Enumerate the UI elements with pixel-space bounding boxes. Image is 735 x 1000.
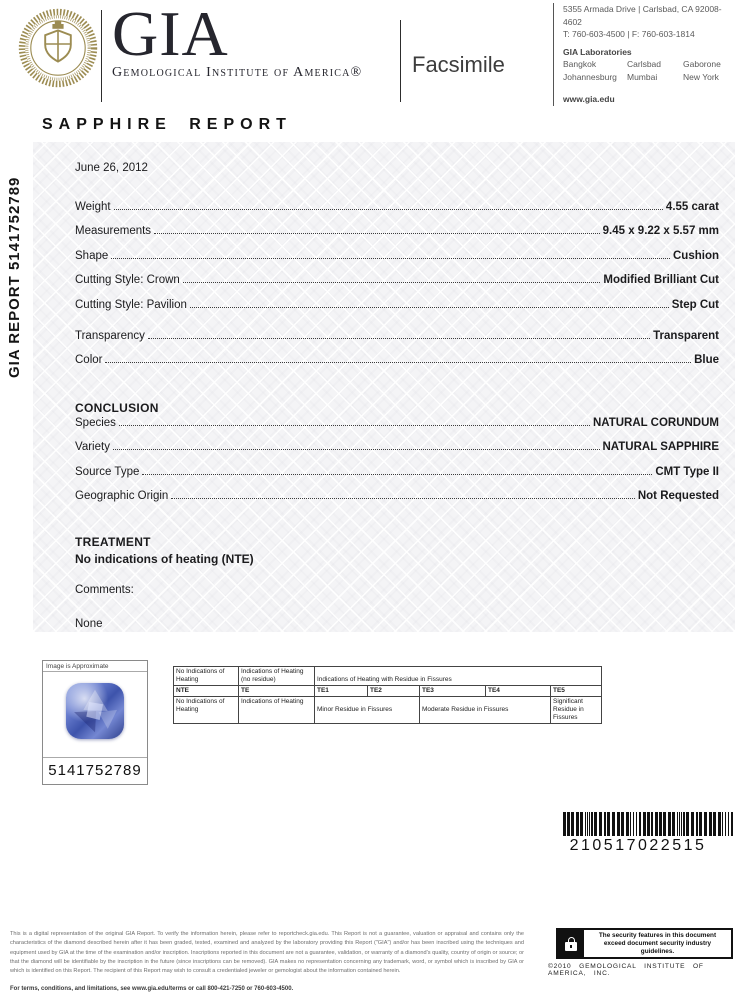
field-row-species	[75, 417, 719, 441]
field-label: Weight	[75, 201, 111, 213]
footer-disclaimer: This is a digital representation of the original GIA Report. To verify the information herein, please refer to reportcheck.gia.edu. This Report is not a guarantee, valuation or appraisal and contains only the characteristics of the diamond described herein after it has been graded, tested, examined and analyzed by the laboratory providing this Report ("GIA") and/or has been inscribed using the techniques and equipment used by GIA at the time of the examination and/or inscription. Inscriptions reported in this document are not a guarantee, validation, or warranty of a diamond's quality, country of origin or source; or that the diamond will be identifiable by the inscription in the future (since inscriptions can be removed). GIA makes no representation concerning any trademark, word, or symbol which is inscribed by GIA or which is identified on this Report. The recipient of this Report may wish to consult a credentialed jeweler or gemologist about the information contained herein.	[10, 931, 524, 975]
field-value: Not Requested	[637, 489, 719, 502]
photo-caption: Image is Approximate	[43, 661, 147, 672]
field-value: NATURAL CORUNDUM	[592, 416, 719, 429]
labs-title: GIA Laboratories	[563, 46, 632, 57]
field-label: Measurements	[75, 225, 152, 238]
dotted-leader	[148, 338, 650, 339]
dotted-leader	[171, 498, 635, 499]
brand-wordmark: GIA	[112, 0, 229, 69]
legend-cell: Indications of Heating with Residue in Fissures	[315, 667, 602, 686]
barcode-block	[563, 812, 713, 855]
website-link[interactable]: www.gia.edu	[563, 94, 615, 104]
report-body-panel	[33, 142, 735, 632]
treatment-result: No indications of heating (NTE)	[75, 552, 254, 567]
dotted-leader	[183, 282, 601, 283]
dotted-leader	[114, 209, 663, 210]
legend-code-row	[174, 686, 602, 697]
gem-photo-box	[42, 660, 148, 785]
comments-label: Comments:	[75, 584, 134, 597]
legend-code: TE5	[551, 686, 602, 697]
barcode-number: 210517022515	[569, 837, 707, 854]
security-note: The security features in this document exceed document security industry guidelines.	[584, 930, 731, 957]
report-title: SAPPHIRE REPORT	[42, 116, 292, 133]
field-value: 9.45 x 9.22 x 5.57 mm	[602, 225, 719, 238]
brand-block	[112, 0, 363, 81]
field-label: Color	[75, 354, 103, 367]
legend-cell: No Indications of Heating	[174, 667, 239, 686]
legend-code: TE	[239, 686, 315, 697]
field-row-shape	[75, 250, 719, 274]
facsimile-label: Facsimile	[412, 52, 505, 77]
dotted-leader	[190, 307, 669, 308]
field-value: Step Cut	[671, 298, 719, 311]
field-row-pavilion	[75, 299, 719, 323]
field-value: NATURAL SAPPHIRE	[602, 441, 719, 454]
field-row-source-type	[75, 466, 719, 490]
field-value: Cushion	[673, 249, 719, 262]
field-label: Shape	[75, 249, 109, 262]
lab-city: Mumbai	[627, 71, 658, 82]
treatment-heading: TREATMENT	[75, 535, 151, 550]
field-value: 4.55 carat	[665, 201, 719, 213]
legend-cell: No Indications of Heating	[174, 697, 239, 724]
dotted-leader	[119, 425, 590, 426]
lab-city: New York	[683, 71, 719, 82]
field-value: Modified Brilliant Cut	[603, 274, 719, 287]
legend-code: NTE	[174, 686, 239, 697]
brand-subtitle: Gemological Institute of America®	[112, 65, 363, 80]
photo-report-number: 5141752789	[48, 762, 142, 779]
labs-grid	[563, 58, 733, 83]
barcode-icon	[563, 812, 713, 836]
footer-terms: For terms, conditions, and limitations, see www.gia.edu/terms or call 800-421-7250 or 760-603-4500.	[10, 986, 294, 992]
dotted-leader	[154, 233, 600, 234]
legend-top-row	[174, 667, 602, 686]
legend-code: TE4	[486, 686, 551, 697]
field-row-transparency	[75, 330, 719, 354]
field-label: Species	[75, 416, 116, 429]
legend-code: TE3	[420, 686, 486, 697]
legend-cell: Indications of Heating (no residue)	[239, 667, 315, 686]
legend-cell: Significant Residue in Fissures	[551, 697, 602, 724]
lab-city: Johannesburg	[563, 71, 617, 82]
gia-seal-logo	[18, 8, 98, 93]
field-row-geographic-origin	[75, 490, 719, 514]
report-date: June 26, 2012	[75, 162, 148, 174]
field-label: Source Type	[75, 465, 140, 478]
treatment-legend-table	[173, 666, 602, 724]
address-block	[553, 3, 735, 106]
lab-city: Carlsbad	[627, 59, 662, 69]
conclusion-heading: CONCLUSION	[75, 400, 159, 415]
lab-city: Gaborone	[683, 59, 721, 69]
field-label: Cutting Style: Pavilion	[75, 298, 187, 311]
address-line1: 5355 Armada Drive | Carlsbad, CA 92008-4602	[563, 4, 722, 27]
dotted-leader	[113, 449, 600, 450]
lock-icon	[558, 930, 584, 957]
legend-cell: Minor Residue in Fissures	[315, 697, 420, 724]
field-row-variety	[75, 441, 719, 465]
field-row-weight	[75, 201, 719, 225]
dotted-leader	[142, 474, 652, 475]
legend-bottom-row	[174, 697, 602, 724]
field-value: Transparent	[653, 329, 719, 342]
sapphire-image	[66, 683, 124, 739]
field-label: Geographic Origin	[75, 489, 169, 502]
legend-code: TE1	[315, 686, 368, 697]
legend-code: TE2	[368, 686, 420, 697]
comments-value: None	[75, 618, 103, 631]
address-line2: T: 760-603-4500 | F: 760-603-1814	[563, 29, 695, 39]
field-row-crown	[75, 274, 719, 298]
dotted-leader	[105, 362, 691, 363]
gem-photo	[43, 672, 147, 758]
field-value: CMT Type II	[655, 465, 719, 478]
header-divider-left	[101, 10, 102, 102]
header-divider-right	[400, 20, 401, 102]
field-label: Cutting Style: Crown	[75, 274, 180, 287]
security-box	[556, 928, 733, 959]
field-label: Transparency	[75, 329, 145, 342]
sidebar-report-number: GIA REPORT 5141752789	[6, 176, 23, 378]
gia-seal-icon	[18, 8, 98, 88]
lab-city: Bangkok	[563, 59, 597, 69]
field-row-color	[75, 354, 719, 378]
field-label: Variety	[75, 441, 110, 454]
dotted-leader	[111, 258, 670, 259]
copyright-line: ©2010 GEMOLOGICAL INSTITUTE OF AMERICA, INC.	[548, 963, 704, 977]
field-row-measurements	[75, 225, 719, 249]
legend-cell: Indications of Heating	[239, 697, 315, 724]
field-value: Blue	[694, 354, 719, 367]
legend-cell: Moderate Residue in Fissures	[420, 697, 551, 724]
